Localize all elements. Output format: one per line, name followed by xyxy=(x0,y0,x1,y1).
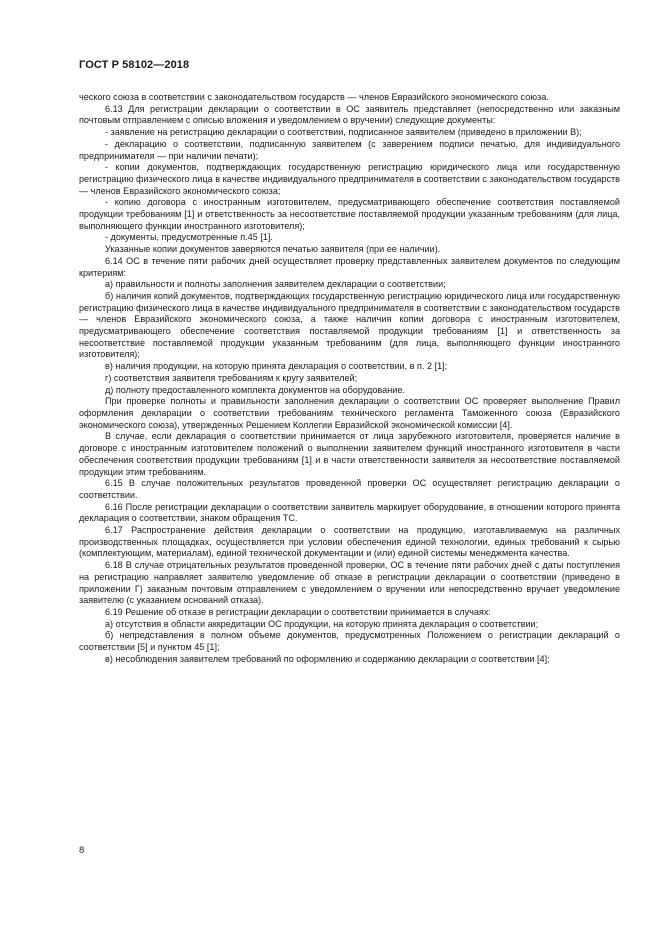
refusal-case-v: в) несоблюдения заявителем требований по оформлению и содержанию декларации о соответствии [4]; xyxy=(105,653,550,664)
paragraph-6-16: 6.16 После регистрации декларации о соответствии заявитель маркирует оборудование, в отношении которого принята декларация о соответствии, знаком обращения ТС. xyxy=(79,501,620,524)
paragraph-completeness-check: При проверке полноты и правильности заполнения декларации о соответствии ОС проверяет выполнение Правил оформления декларации о соответствии требованиям технического регламента Таможенного союза (Евразийского экономического союза), утвержденных Решением Коллегии Евразийской экономической комиссии [4]. xyxy=(79,396,620,430)
document-body xyxy=(79,92,620,665)
page-number: 8 xyxy=(79,845,85,856)
paragraph-6-15: 6.15 В случае положительных результатов проведенной проверки ОС осуществляет регистрацию декларации о соответствии. xyxy=(79,478,620,500)
list-item-declaration: - декларацию о соответствии, подписанную заявителем (с заверением подписи печатью, для индивидуального предпринимателя — при наличии печати); xyxy=(79,138,620,161)
paragraph-6-19: 6.19 Решение об отказе в регистрации декларации о соответствии принимается в случаях: xyxy=(105,606,491,617)
list-item-documents: - документы, предусмотренные п.45 [1]. xyxy=(105,232,273,243)
paragraph-6-17: 6.17 Распространение действия декларации о соответствии на продукцию, изготавливаемую на различных производственных площадках, осуществляется при условии обеспечения единой технологии, единых требований к сырью (комплектующим, материалам), единой технической документации и (или) единой системы менеджмента качества. xyxy=(79,525,620,559)
criterion-v: в) наличия продукции, на которую принята декларация о соответствии, в п. 2 [1]; xyxy=(105,361,448,372)
list-item-application: - заявление на регистрацию декларации о соответствии, подписанное заявителем (приведено в приложении В); xyxy=(105,127,582,138)
criterion-d: д) полноту предоставленного комплекта документов на оборудование. xyxy=(105,384,405,395)
paragraph-foreign-manufacturer: В случае, если декларация о соответствии принимается от лица зарубежного изготовителя, проверяется наличие в договоре с иностранным изготовителем положений о выполнении заявителем функций иностранного изготовителя в части обеспечения соответствия продукции требованиям [1] и в части ответственности заявителя за несоответствие поставляемой продукции этим требованиям. xyxy=(79,431,620,477)
paragraph-certified-copies: Указанные копии документов заверяются печатью заявителя (при ее наличии). xyxy=(105,244,441,255)
document-header: ГОСТ Р 58102—2018 xyxy=(79,59,190,71)
criterion-a: а) правильности и полноты заполнения заявителем декларации о соответствии; xyxy=(105,279,446,290)
paragraph-6-13: 6.13 Для регистрации декларации о соответствии в ОС заявитель представляет (непосредственно или заказным почтовым отправлением с описью вложения и уведомлением о вручении) следующие документы: xyxy=(79,103,620,126)
list-item-registration-copies: - копии документов, подтверждающих государственную регистрацию юридического лица или государственную регистрацию физического лица в качестве индивидуального предпринимателя в соответствии с законодательством государств — членов Евразийского экономического союза; xyxy=(79,162,620,196)
criterion-g: г) соответствия заявителя требованиям к кругу заявителей; xyxy=(105,372,358,383)
paragraph-6-18: 6.18 В случае отрицательных результатов проведенной проверки, ОС в течение пяти рабочих дней с даты поступления на регистрацию направляет заявителю уведомление об отказе в регистрации декларации о соответствии (приведено в приложении Г) заказным почтовым отправлением с уведомлением о вручении или непосредственно вручает уведомление заявителю (с указанием оснований отказа). xyxy=(79,560,620,606)
criterion-b: б) наличия копий документов, подтверждающих государственную регистрацию юридического лица или государственную регистрацию физического лица в качестве индивидуального предпринимателя в соответствии с законодательством государств — членов Евразийского экономического союза, а также наличия копии договора с иностранным изготовителем, предусматривающего обеспечение соответствия поставляемой продукции требованиям [1] и ответственность за несоответствие поставляемой продукции указанным требованиям (для лица, выполняющего функции иностранного изготовителя); xyxy=(79,290,620,360)
paragraph-6-14: 6.14 ОС в течение пяти рабочих дней осуществляет проверку представленных заявителем документов по следующим критериям: xyxy=(79,255,620,278)
list-item-contract-copy: - копию договора с иностранным изготовителем, предусматривающего обеспечение соответствия поставляемой продукции требованиям [1] и ответственность за несоответствие поставляемой продукции указанным требованиям (для лица, выполняющего функции иностранного изготовителя); xyxy=(79,197,620,231)
paragraph-continuation: ческого союза в соответствии с законодательством государств — членов Евразийского экономического союза. xyxy=(79,92,549,102)
refusal-case-a: а) отсутствия в области аккредитации ОС продукции, на которую принята декларация о соответствии; xyxy=(105,618,539,629)
refusal-case-b: б) непредставления в полном объеме документов, предусмотренных Положением о регистрации деклараций о соответствии [5] и пунктом 45 [1]; xyxy=(79,630,620,653)
